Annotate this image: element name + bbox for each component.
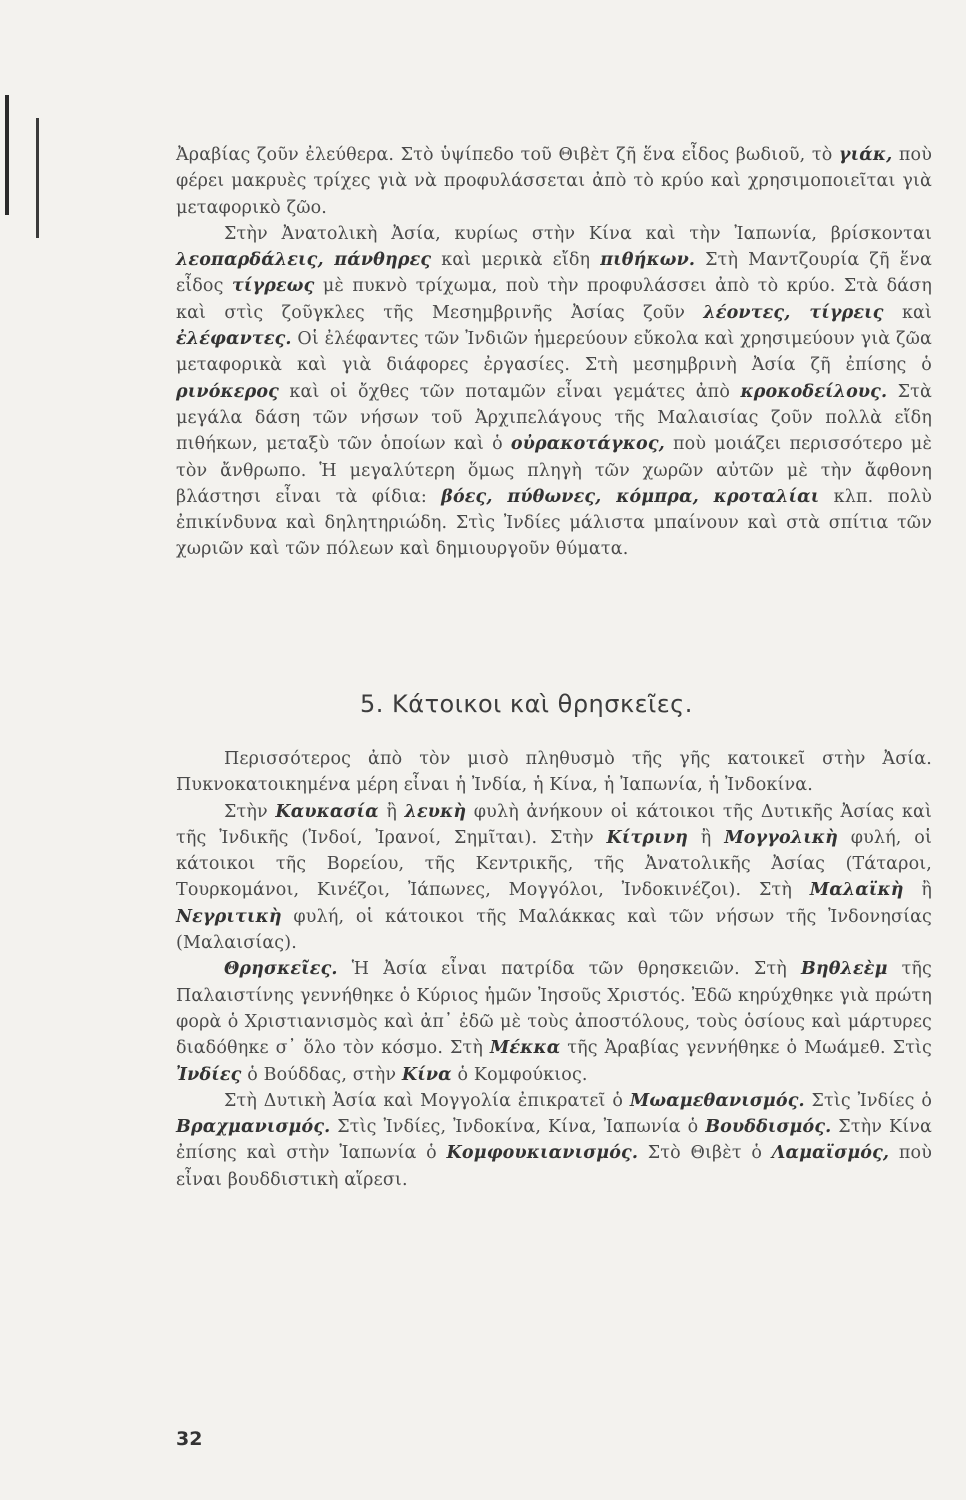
paragraph-religions: Θρησκεῖες. Ἡ Ἀσία εἶναι πατρίδα τῶν θρησκειῶν. Στὴ Βηθλεὲμ τῆς Παλαιστίνης γεννήθηκε ὁ Κύριος ἡμῶν Ἰησοῦς Χριστός. Ἐδῶ κηρύχθηκε γιὰ πρώτη φορὰ ὁ Χριστιανισμὸς καὶ ἀπ᾽ ἐδῶ μὲ τοὺς ἀποστόλους, τοὺς ὁσίους καὶ μάρτυρες διαδόθηκε σ᾽ ὅλο τὸν κόσμο. Στὴ Μέκκα τῆς Ἀραβίας γεννήθηκε ὁ Μωάμεθ. Στὶς Ἰνδίες ὁ Βούδδας, στὴν Κίνα ὁ Κομφούκιος. <box>176 959 932 1085</box>
paragraph-races: Στὴν Καυκασία ἢ λευκὴ φυλὴ ἀνήκουν οἱ κάτοικοι τῆς Δυτικῆς Ἀσίας καὶ τῆς Ἰνδικῆς (Ἰνδοί, Ἰρανοί, Σημῖται). Στὴν Κίτρινη ἢ Μογγολικὴ φυλή, οἱ κάτοικοι τῆς Βορείου, τῆς Κεντρικῆς, τῆς Ἀνατολικῆς Ἀσίας (Τάταροι, Τουρκομάνοι, Κινέζοι, Ἰάπωνες, Μογγόλοι, Ἰνδοκινέζοι). Στὴ Μαλαϊκὴ ἢ Νεγριτικὴ φυλή, οἱ κάτοικοι τῆς Μαλάκκας καὶ τῶν νήσων τῆς Ἰνδονησίας (Μαλαισίας). <box>176 801 932 954</box>
paragraph-animals: Στὴν Ἀνατολικὴ Ἀσία, κυρίως στὴν Κίνα καὶ τὴν Ἰαπωνία, βρίσκονται λεοπαρδάλεις, πάνθηρες καὶ μερικὰ εἴδη πιθήκων. Στὴ Μαντζουρία ζῆ ἕνα εἶδος τίγρεως μὲ πυκνὸ τρίχωμα, ποὺ τὴν προφυλάσσει ἀπὸ τὸ κρύο. Στὰ δάση καὶ στὶς ζοῦγκλες τῆς Μεσημβρινῆς Ἀσίας ζοῦν λέοντες, τίγρεις καὶ ἐλέφαντες. Οἱ ἐλέφαντες τῶν Ἰνδιῶν ἡμερεύουν εὔκολα καὶ χρησιμεύουν γιὰ ζῶα μεταφορικὰ καὶ γιὰ διάφορες ἐργασίες. Στὴ μεσημβρινὴ Ἀσία ζῆ ἐπίσης ὁ ρινόκερος καὶ οἱ ὄχθες τῶν ποταμῶν εἶναι γεμάτες ἀπὸ κροκοδείλους. Στὰ μεγάλα δάση τῶν νήσων τοῦ Ἀρχιπελάγους τῆς Μαλαισίας ζοῦν πολλὰ εἴδη πιθήκων, μεταξὺ τῶν ὁποίων καὶ ὁ οὐρακοτάγκος, ποὺ μοιάζει περισσότερο μὲ τὸν ἄνθρωπο. Ἡ μεγαλύτερη ὅμως πληγὴ τῶν χωρῶν αὐτῶν μὲ τὴν ἄφθονη βλάστησι εἶναι τὰ φίδια: βόες, πύθωνες, κόμπρα, κροταλίαι κλπ. πολὺ ἐπικίνδυνα καὶ δηλητηριώδη. Στὶς Ἰνδίες μάλιστα μπαίνουν καὶ στὰ σπίτια τῶν χωριῶν καὶ τῶν πόλεων καὶ δημιουργοῦν θύματα. <box>176 223 933 560</box>
binding-edge <box>0 0 48 1500</box>
text-block-animals <box>176 142 932 563</box>
text-block-inhabitants <box>176 746 932 1193</box>
page-number: 32 <box>176 1428 203 1450</box>
paragraph-population: Περισσότερος ἀπὸ τὸν μισὸ πληθυσμὸ τῆς γῆς κατοικεῖ στὴν Ἀσία. Πυκνοκατοικημένα μέρη εἶναι ἡ Ἰνδία, ἡ Κίνα, ἡ Ἰαπωνία, ἡ Ἰνδοκίνα. <box>176 749 932 796</box>
section-heading: 5. Κάτοικοι καὶ θρησκεῖες. <box>360 690 693 718</box>
binding-mark <box>36 118 39 238</box>
paragraph-yak: Ἀραβίας ζοῦν ἐλεύθερα. Στὸ ὑψίπεδο τοῦ Θιβὲτ ζῆ ἕνα εἶδος βωδιοῦ, τὸ γιάκ, ποὺ φέρει μακρυὲς τρίχες γιὰ νὰ προφυλάσσεται ἀπὸ τὸ κρύο καὶ χρησιμοποιεῖται γιὰ μεταφορικὸ ζῶο. <box>176 145 933 218</box>
paragraph-faiths: Στὴ Δυτικὴ Ἀσία καὶ Μογγολία ἐπικρατεῖ ὁ Μωαμεθανισμός. Στὶς Ἰνδίες ὁ Βραχμανισμός. Στὶς Ἰνδίες, Ἰνδοκίνα, Κίνα, Ἰαπωνία ὁ Βουδδισμός. Στὴν Κίνα ἐπίσης καὶ στὴν Ἰαπωνία ὁ Κομφουκιανισμός. Στὸ Θιβὲτ ὁ Λαμαϊσμός, ποὺ εἶναι βουδδιστικὴ αἵρεσι. <box>176 1090 932 1190</box>
binding-mark <box>5 95 9 215</box>
